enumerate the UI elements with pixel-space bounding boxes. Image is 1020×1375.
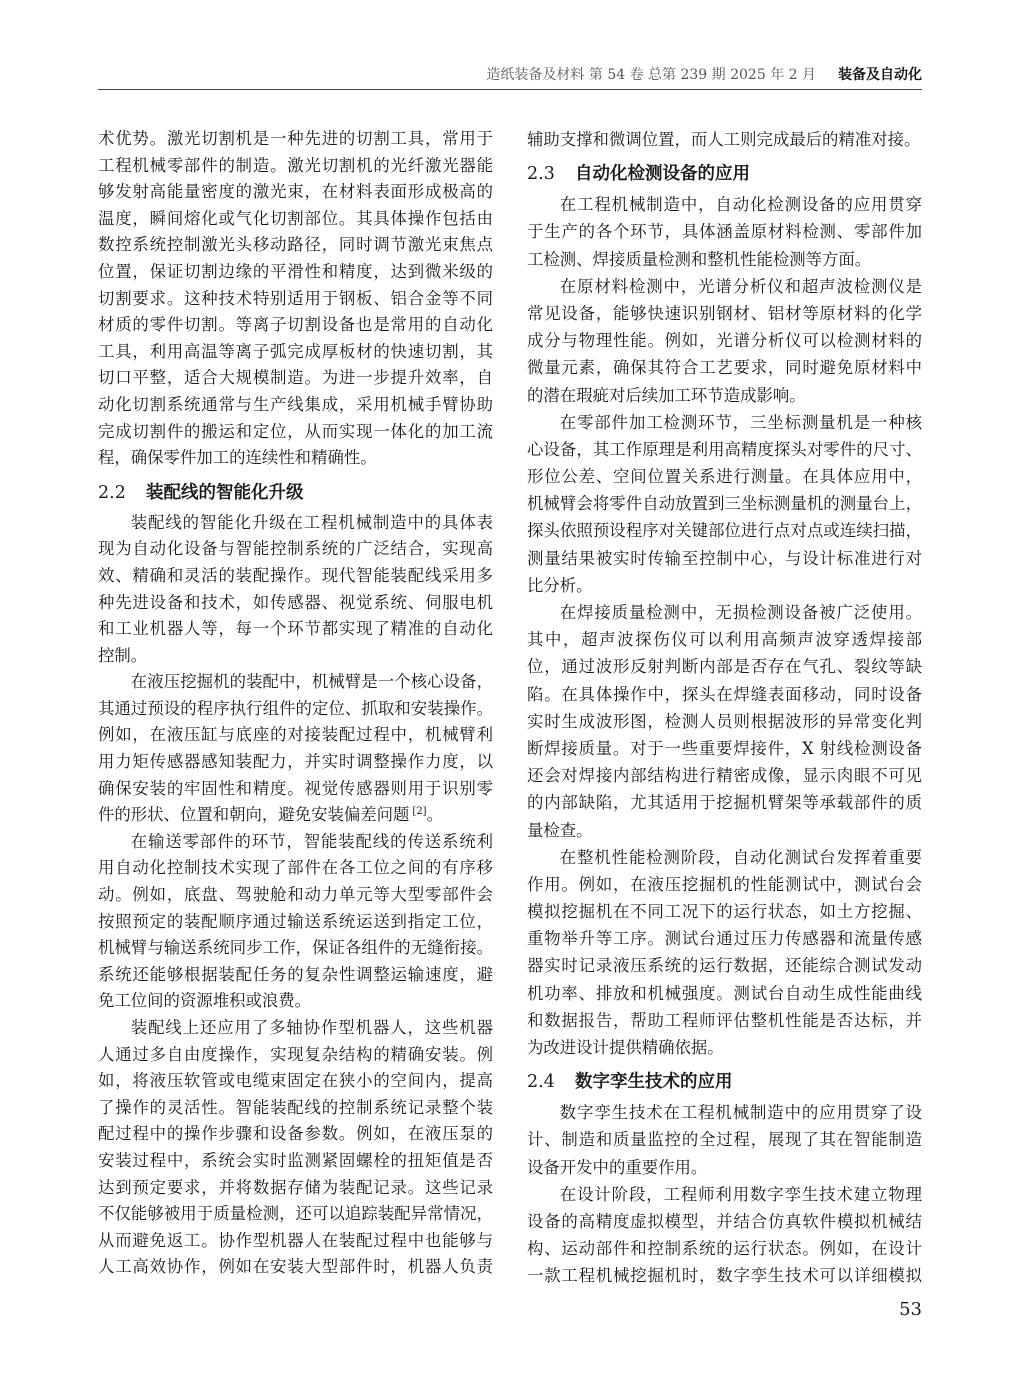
- text-line: 辅助支撑和微调位置，而人工则完成最后的精准对接。: [527, 130, 921, 149]
- text-line: 免工位间的资源堆积或浪费。: [98, 991, 312, 1011]
- section-heading: [527, 159, 922, 189]
- paragraph: [98, 829, 493, 1015]
- paragraph: [527, 273, 922, 409]
- text-line: 完成切割件的搬运和定位，从而实现一体化的加工流: [98, 421, 493, 441]
- page-number: 53: [899, 1299, 922, 1320]
- text-line: 位，通过波形反射判断内部是否存在气孔、裂纹等缺: [527, 657, 922, 677]
- text-line: 材质的零件切割。等离子切割设备也是常用的自动化: [98, 315, 493, 335]
- text-line: 量检查。: [527, 820, 593, 840]
- text-line: 和工业机器人等，每一个环节都实现了精准的自动化: [98, 619, 493, 639]
- text-line: 如，将液压软管或电缆束固定在狭小的空间内，提高: [98, 1071, 493, 1091]
- paragraph: [527, 126, 922, 153]
- text-line: 确保安装的牢固性和精度。视觉传感器则用于识别零: [98, 778, 493, 798]
- text-line: 达到预定要求，并将数据存储为装配记录。这些记录: [98, 1177, 493, 1197]
- text-line: 计、制造和质量监控的全过程，展现了其在智能制造: [527, 1130, 922, 1150]
- text-line: 够发射高能量密度的激光束，在材料表面形成极高的: [98, 182, 493, 202]
- line-text: 件的形状、位置和朝向，避免安装偏差问题: [98, 805, 410, 825]
- text-line: 在原材料检测中，光谱分析仪和超声波检测仪是: [559, 276, 922, 296]
- paragraph: [527, 599, 922, 844]
- section-title: 装配线的智能化升级: [146, 482, 304, 503]
- paragraph: [527, 409, 922, 599]
- text-line: 术优势。激光切割机是一种先进的切割工具，常用于: [98, 129, 493, 148]
- text-line: 控制。: [98, 645, 148, 665]
- text-line: 用力矩传感器感知装配力，并实时调整操作力度，以: [98, 752, 493, 772]
- text-line: 数字孪生技术在工程机械制造中的应用贯穿了设: [559, 1103, 922, 1123]
- text-line: 心设备，其工作原理是利用高精度探头对零件的尺寸、: [527, 439, 922, 459]
- text-line: 设备的高精度虚拟模型，并结合仿真软件模拟机械结: [527, 1211, 922, 1231]
- text-line: 装配线上还应用了多轴协作型机器人，这些机器: [130, 1018, 493, 1037]
- text-line: 人通过多自由度操作，实现复杂结构的精确安装。例: [98, 1044, 493, 1064]
- text-line: 现为自动化设备与智能控制系统的广泛结合，实现高: [98, 539, 493, 559]
- text-line: 动化切割系统通常与生产线集成，采用机械手臂协助: [98, 394, 493, 414]
- text-line: 的内部缺陷，尤其适用于挖掘机臂架等承载部件的质: [527, 793, 922, 813]
- text-line: 其中，超声波探伤仪可以利用高频声波穿透焊接部: [527, 630, 922, 650]
- text-line: 一款工程机械挖掘机时，数字孪生技术可以详细模拟: [527, 1266, 922, 1286]
- paragraph: [98, 1015, 493, 1281]
- text-line: 重物举升等工序。测试台通过压力传感器和流量传感: [527, 929, 922, 949]
- text-line: 实时生成波形图，检测人员则根据波形的异常变化判: [527, 711, 922, 731]
- text-line: 的潜在瑕疵对后续加工环节造成影响。: [527, 385, 806, 405]
- text-line: 位置，保证切割边缘的平滑性和精度，达到微米级的: [98, 261, 493, 281]
- text-line: [98, 802, 493, 829]
- text-line: 在零部件加工检测环节，三坐标测量机是一种核: [559, 412, 922, 432]
- running-header: [486, 64, 922, 86]
- text-line: 配过程中的操作步骤和设备参数。例如，在液压泵的: [98, 1124, 493, 1144]
- paragraph: [98, 669, 493, 829]
- text-line: 于生产的各个环节，具体涵盖原材料检测、零部件加: [527, 222, 922, 242]
- text-line: 器实时记录液压系统的运行数据，还能综合测试发动: [527, 956, 922, 976]
- text-line: 工程机械零部件的制造。激光切割机的光纤激光器能: [98, 155, 493, 175]
- text-line: 数控系统控制激光头移动路径，同时调节激光束焦点: [98, 235, 493, 255]
- text-line: 和数据报告，帮助工程师评估整机性能是否达标，并: [527, 1010, 922, 1030]
- text-line: 在输送零部件的环节，智能装配线的传送系统利: [130, 831, 493, 851]
- text-line: 从而避免返工。协作型机器人在装配过程中也能够与: [98, 1230, 493, 1250]
- text-line: 比分析。: [527, 575, 593, 595]
- text-line: 在整机性能检测阶段，自动化测试台发挥着重要: [559, 847, 922, 867]
- text-line: 种先进设备和技术，如传感器、视觉系统、伺服电机: [98, 592, 493, 612]
- text-line: 安装过程中，系统会实时监测紧固螺栓的扭矩值是否: [98, 1150, 493, 1170]
- text-line: 工检测、焊接质量检测和整机性能检测等方面。: [527, 249, 872, 269]
- text-line: 为改进设计提供精确依据。: [527, 1038, 724, 1057]
- text-line: 装配线的智能化升级在工程机械制造中的具体表: [130, 512, 493, 532]
- text-line: 用自动化控制技术实现了部件在各工位之间的有序移: [98, 858, 493, 878]
- text-line: 陷。在具体操作中，探头在焊缝表面移动，同时设备: [527, 684, 922, 704]
- text-line: 形位公差、空间位置关系进行测量。在具体应用中，: [527, 467, 922, 487]
- text-line: 作用。例如，在液压挖掘机的性能测试中，测试台会: [527, 874, 922, 894]
- text-line: 还会对焊接内部结构进行精密成像，显示肉眼不可见: [527, 766, 922, 786]
- text-line: 在焊接质量检测中，无损检测设备被广泛使用。: [559, 603, 922, 622]
- text-line: 例如，在液压缸与底座的对接装配过程中，机械臂利: [98, 725, 493, 745]
- section-number: 2.4: [527, 1072, 555, 1093]
- paragraph: [527, 191, 922, 273]
- section-label: 装备及自动化: [838, 67, 922, 83]
- text-line: 在工程机械制造中，自动化检测设备的应用贯穿: [559, 195, 922, 215]
- right-column: [527, 126, 922, 1290]
- header-rule: [98, 89, 922, 90]
- text-line: 成分与物理性能。例如，光谱分析仪可以检测材料的: [527, 331, 922, 351]
- journal-info: 造纸装备及材料 第 54 卷 总第 239 期 2025 年 2 月: [486, 67, 816, 83]
- paragraph: [527, 844, 922, 1062]
- section-number: 2.2: [98, 482, 126, 503]
- text-line: 断焊接质量。对于一些重要焊接件，X 射线检测设备: [527, 738, 922, 758]
- text-line: 切割要求。这种技术特别适用于钢板、铝合金等不同: [98, 288, 493, 308]
- text-line: 不仅能够被用于质量检测，还可以追踪装配异常情况，: [98, 1204, 493, 1224]
- text-line: 机械臂与输送系统同步工作，保证各组件的无缝衔接。: [98, 938, 493, 958]
- paragraph: [527, 1099, 922, 1181]
- section-number: 2.3: [527, 164, 555, 185]
- citation-ref: [2]: [412, 805, 427, 817]
- text-line: 探头依照预设程序对关键部位进行点对点或连续扫描，: [527, 521, 922, 541]
- text-line: 程，确保零件加工的连续性和精确性。: [98, 448, 377, 468]
- text-line: 构、运动部件和控制系统的运行状态。例如，在设计: [527, 1239, 922, 1259]
- paragraph: [98, 126, 493, 472]
- text-line: 系统还能够根据装配任务的复杂性调整运输速度，避: [98, 964, 493, 984]
- text-line: 测量结果被实时传输至控制中心，与设计标准进行对: [527, 548, 922, 568]
- text-line: 其通过预设的程序执行组件的定位、抓取和安装操作。: [98, 698, 493, 718]
- text-line: 设备开发中的重要作用。: [527, 1157, 708, 1177]
- section-title: 数字孪生技术的应用: [575, 1072, 733, 1093]
- section-heading: [98, 478, 493, 508]
- text-line: 常见设备，能够快速识别钢材、铝材等原材料的化学: [527, 303, 922, 323]
- paragraph: [98, 510, 493, 670]
- text-line: 工具，利用高温等离子弧完成厚板材的快速切割，其: [98, 341, 493, 361]
- text-line: 机功率、排放和机械强度。测试台自动生成性能曲线: [527, 983, 922, 1003]
- text-line: 在液压挖掘机的装配中，机械臂是一个核心设备，: [130, 672, 493, 692]
- text-line: 动。例如，底盘、驾驶舱和动力单元等大型零部件会: [98, 885, 493, 905]
- text-line: 了操作的灵活性。智能装配线的控制系统记录整个装: [98, 1097, 493, 1117]
- section-heading: [527, 1067, 922, 1097]
- text-line: 人工高效协作，例如在安装大型部件时，机器人负责: [98, 1257, 493, 1277]
- paragraph: [527, 1181, 922, 1290]
- line-text-end: 。: [426, 805, 443, 825]
- section-title: 自动化检测设备的应用: [575, 164, 750, 185]
- text-line: 温度，瞬间熔化或气化切割部位。其具体操作包括由: [98, 208, 493, 228]
- text-line: 在设计阶段，工程师利用数字孪生技术建立物理: [559, 1184, 922, 1204]
- text-line: 按照预定的装配顺序通过输送系统运送到指定工位，: [98, 911, 493, 931]
- text-line: 机械臂会将零件自动放置到三坐标测量机的测量台上，: [527, 494, 922, 514]
- text-line: 效、精确和灵活的装配操作。现代智能装配线采用多: [98, 565, 493, 585]
- text-line: 切口平整，适合大规模制造。为进一步提升效率，自: [98, 368, 493, 388]
- left-column: [98, 126, 493, 1281]
- text-line: 微量元素，确保其符合工艺要求，同时避免原材料中: [527, 358, 922, 378]
- text-line: 模拟挖掘机在不同工况下的运行状态，如土方挖掘、: [527, 902, 922, 922]
